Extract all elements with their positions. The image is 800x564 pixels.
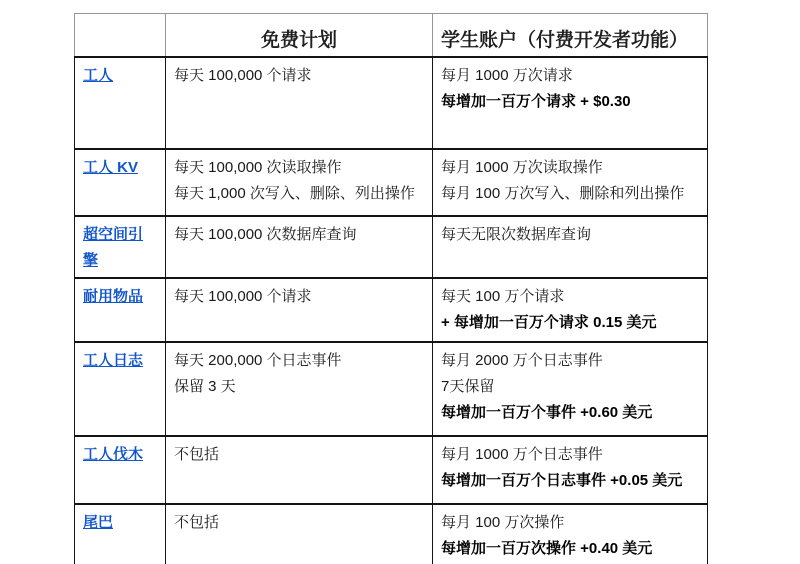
student-plan-line: 每天 100 万个请求 — [441, 288, 565, 305]
student-plan-cell — [433, 149, 708, 216]
free-plan-cell — [166, 278, 433, 342]
free-plan-line: 不包括 — [174, 446, 220, 463]
free-plan-line: 每天 100,000 个请求 — [174, 67, 312, 84]
table-row — [75, 504, 708, 564]
student-plan-line: + 每增加一百万个请求 0.15 美元 — [441, 314, 657, 331]
student-plan-line: 每月 1000 万次请求 — [441, 67, 573, 84]
pricing-table — [74, 13, 708, 564]
product-link[interactable]: 尾巴 — [83, 514, 114, 531]
free-plan-cell — [166, 342, 433, 436]
free-plan-line: 不包括 — [174, 514, 220, 531]
table-row — [75, 342, 708, 436]
product-link[interactable]: 工人伐木 — [83, 446, 144, 463]
free-plan-cell — [166, 436, 433, 504]
product-cell — [75, 278, 166, 342]
student-plan-cell — [433, 278, 708, 342]
free-plan-line: 每天 100,000 次读取操作 — [174, 159, 342, 176]
product-link[interactable]: 耐用物品 — [83, 288, 144, 305]
student-plan-cell — [433, 216, 708, 278]
student-plan-cell — [433, 342, 708, 436]
table-row — [75, 57, 708, 149]
product-link[interactable]: 超空间引擎 — [83, 226, 144, 269]
free-plan-cell — [166, 216, 433, 278]
free-plan-line: 每天 1,000 次写入、删除、列出操作 — [174, 185, 415, 202]
column-header-student-account: 学生账户（付费开发者功能） — [433, 14, 708, 58]
free-plan-line: 每天 100,000 个请求 — [174, 288, 312, 305]
free-plan-line: 每天 200,000 个日志事件 — [174, 352, 342, 369]
product-cell — [75, 504, 166, 564]
student-plan-cell — [433, 436, 708, 504]
free-plan-line: 每天 100,000 次数据库查询 — [174, 226, 357, 243]
student-plan-line: 7天保留 — [441, 378, 495, 395]
free-plan-cell — [166, 57, 433, 149]
free-plan-cell — [166, 149, 433, 216]
student-plan-line: 每月 1000 万次读取操作 — [441, 159, 603, 176]
student-plan-line: 每月 100 万次写入、删除和列出操作 — [441, 185, 685, 202]
student-plan-line: 每月 2000 万个日志事件 — [441, 352, 603, 369]
student-plan-line: 每增加一百万个请求 + $0.30 — [441, 93, 631, 110]
pricing-table-container — [74, 13, 708, 564]
student-plan-line: 每月 100 万次操作 — [441, 514, 565, 531]
table-row — [75, 278, 708, 342]
product-link[interactable]: 工人 KV — [83, 159, 139, 176]
table-row — [75, 149, 708, 216]
header-row — [75, 14, 708, 58]
product-link[interactable]: 工人日志 — [83, 352, 144, 369]
student-plan-line: 每增加一百万个事件 +0.60 美元 — [441, 404, 653, 421]
free-plan-cell — [166, 504, 433, 564]
column-header-product — [75, 14, 166, 58]
product-cell — [75, 216, 166, 278]
student-plan-line: 每月 1000 万个日志事件 — [441, 446, 603, 463]
product-link[interactable]: 工人 — [83, 67, 114, 84]
product-cell — [75, 149, 166, 216]
student-plan-cell — [433, 57, 708, 149]
table-row — [75, 216, 708, 278]
student-plan-line: 每增加一百万次操作 +0.40 美元 — [441, 540, 653, 557]
student-plan-line: 每增加一百万个日志事件 +0.05 美元 — [441, 472, 683, 489]
product-cell — [75, 436, 166, 504]
free-plan-line: 保留 3 天 — [174, 378, 236, 395]
student-plan-cell — [433, 504, 708, 564]
table-body — [75, 57, 708, 564]
table-row — [75, 436, 708, 504]
student-plan-line: 每天无限次数据库查询 — [441, 226, 592, 243]
product-cell — [75, 342, 166, 436]
column-header-free-plan: 免费计划 — [166, 14, 433, 58]
product-cell — [75, 57, 166, 149]
